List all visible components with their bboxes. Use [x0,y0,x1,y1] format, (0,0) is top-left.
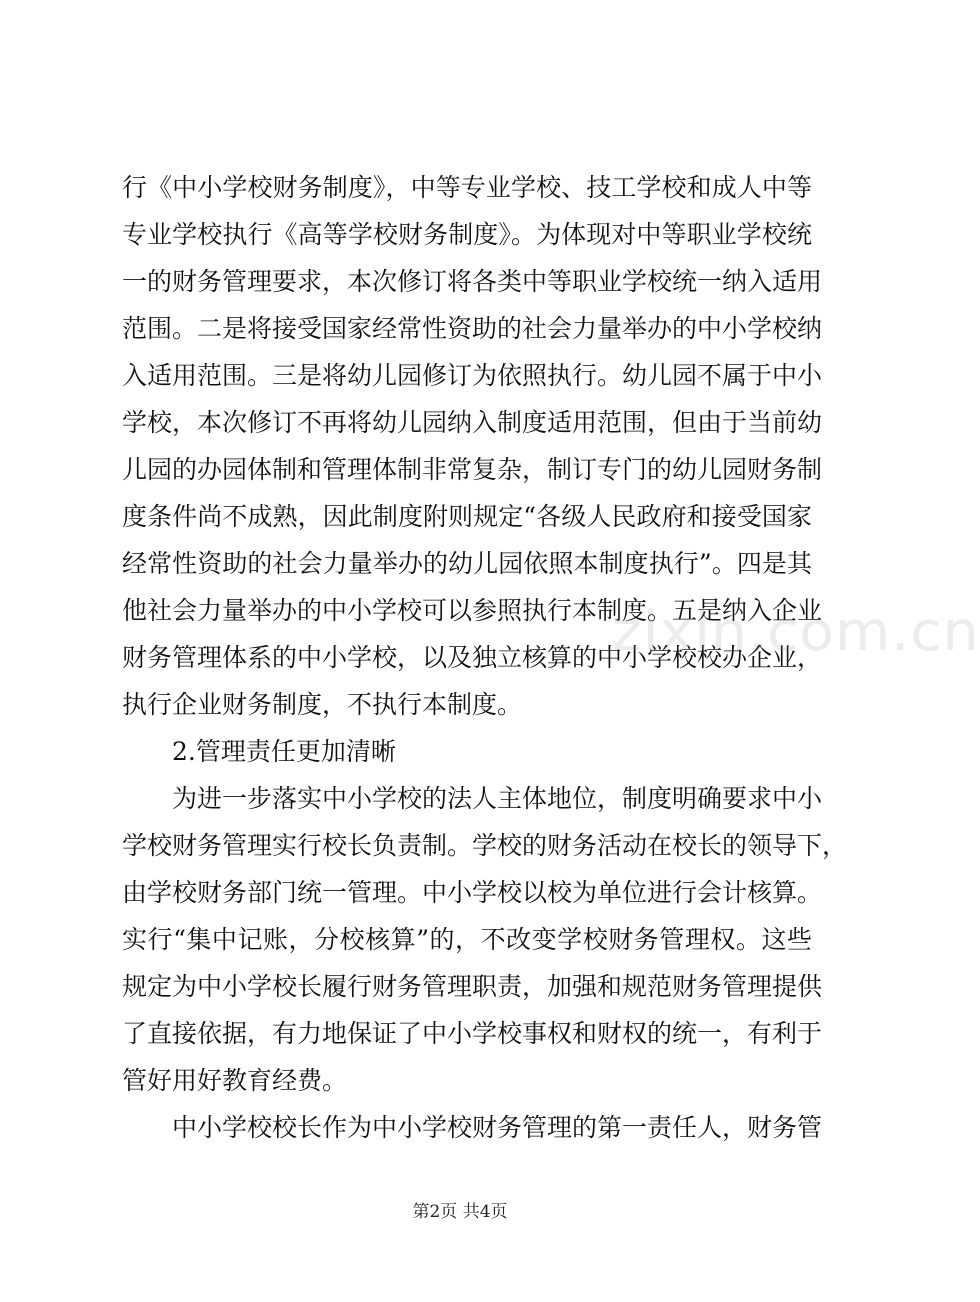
paragraph-line: 一的财务管理要求，本次修订将各类中等职业学校统一纳入适用 [122,267,823,296]
paragraph-line: 他社会力量举办的中小学校可以参照执行本制度。五是纳入企业 [122,596,823,625]
paragraph-line: 度条件尚不成熟，因此制度附则规定“各级人民政府和接受国家 [122,502,812,531]
paragraph-line: 为进一步落实中小学校的法人主体地位，制度明确要求中小 [172,784,823,813]
paragraph-line: 专业学校执行《高等学校财务制度》。为体现对中等职业学校统 [122,220,812,249]
paragraph-line: 学校，本次修订不再将幼儿园纳入制度适用范围，但由于当前幼 [122,408,823,437]
paragraph-line: 中小学校校长作为中小学校财务管理的第一责任人，财务管 [172,1113,823,1142]
paragraph-line: 由学校财务部门统一管理。中小学校以校为单位进行会计核算。 [122,878,823,907]
paragraph-line: 管好用好教育经费。 [122,1066,348,1095]
paragraph-line: 学校财务管理实行校长负责制。学校的财务活动在校长的领导下， [122,831,848,860]
paragraph-line: 实行“集中记账，分校核算”的，不改变学校财务管理权。这些 [122,925,812,954]
paragraph-line: 执行企业财务制度，不执行本制度。 [122,690,523,719]
section-heading: 2.管理责任更加清晰 [172,737,396,766]
paragraph-line: 规定为中小学校长履行财务管理职责，加强和规范财务管理提供 [122,972,823,1001]
paragraph-line: 财务管理体系的中小学校，以及独立核算的中小学校校办企业， [122,643,823,672]
paragraph-line: 行《中小学校财务制度》，中等专业学校、技工学校和成人中等 [122,173,812,202]
watermark: zixin.com.cn [612,600,980,663]
page-footer: 第2页 共4页 [412,1202,508,1222]
paragraph-line: 儿园的办园体制和管理体制非常复杂，制订专门的幼儿园财务制 [122,455,823,484]
paragraph-line: 经常性资助的社会力量举办的幼儿园依照本制度执行”。四是其 [122,549,812,578]
paragraph-line: 入适用范围。三是将幼儿园修订为依照执行。幼儿园不属于中小 [122,361,823,390]
paragraph-line: 了直接依据，有力地保证了中小学校事权和财权的统一，有利于 [122,1019,823,1048]
paragraph-line: 范围。二是将接受国家经常性资助的社会力量举办的中小学校纳 [122,314,823,343]
